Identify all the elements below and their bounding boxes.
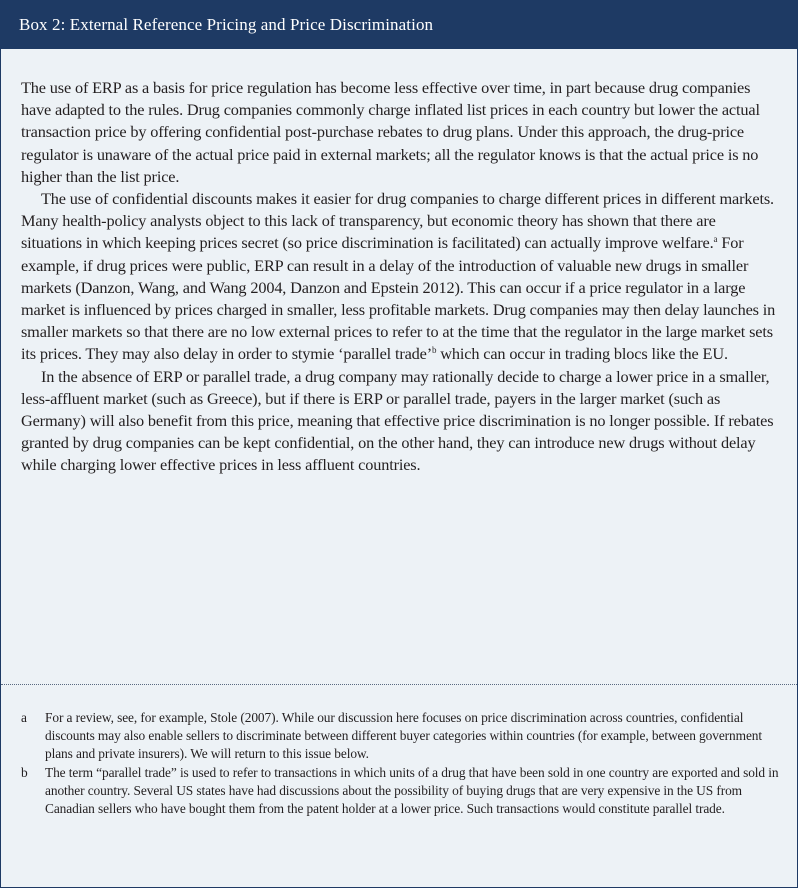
paragraph-text: For example, if drug prices were public, ERP can result in a delay of the introduction of valuable new drugs in smaller markets (Danzon, Wang, and Wang 2004, Danzon and Epstein 2012). This can occur if a price regulator in a large market is influenced by prices charged in smaller, less profitable markets. Drug companies may then delay launches in smaller markets so that there are no low external prices to refer to at the time that the regulator in the large market sets its prices. They may also delay in order to stymie ‘parallel trade’ <box>21 233 776 364</box>
footnote-ref-a[interactable]: a <box>713 234 718 245</box>
paragraph-1 <box>21 77 779 188</box>
box-title: Box 2: External Reference Pricing and Price Discrimination <box>1 1 797 49</box>
paragraph-text: In the absence of ERP or parallel trade, a drug company may rationally decide to charge a lower price in a smaller, less-affluent market (such as Greece), but if there is ERP or parallel trade, payers in the larger market (such as Germany) will also benefit from this price, meaning that effective price discrimination is no longer possible. If rebates granted by drug companies can be kept confidential, on the other hand, they can introduce new drugs without delay while charging lower effective prices in less affluent countries. <box>21 366 774 475</box>
footnote-marker: a <box>21 710 27 725</box>
paragraph-text: The use of ERP as a basis for price regulation has become less effective over time, in part because drug companies have adapted to the rules. Drug companies commonly charge inflated list prices in each country but lower the actual transaction price by offering confidential post-purchase rebates to drug plans. Under this approach, the drug-price regulator is unaware of the actual price paid in external markets; all the regulator knows is that the actual price is no higher than the list price. <box>21 78 760 186</box>
footnote-divider <box>1 684 797 685</box>
paragraph-text: which can occur in trading blocs like the EU. <box>436 344 728 364</box>
footnote-text: The term “parallel trade” is used to refer to transactions in which units of a drug that have been sold in one country are exported and sold in another country. Several US states have had discussions about the possibility of buying drugs that are very expensive in the US from Canadian sellers who have bought them from the patent holder at a lower price. Such transactions would constitute parallel trade. <box>45 764 779 817</box>
footnotes <box>21 709 779 818</box>
paragraph-3 <box>21 366 779 477</box>
footnote-marker: b <box>21 764 28 780</box>
footnote-text: For a review, see, for example, Stole (2007). While our discussion here focuses on price discrimination across countries, confidential discounts may also enable sellers to discriminate between different buyer categories within countries (for example, between government plans and private insurers). We will return to this issue below. <box>45 710 763 762</box>
paragraph-2 <box>21 188 779 366</box>
footnote-a <box>21 709 779 764</box>
footnote-ref-b[interactable]: b <box>432 345 437 356</box>
footnote-b <box>21 764 779 819</box>
paragraph-text: The use of confidential discounts makes it easier for drug companies to charge different prices in different markets. Many health-policy analysts object to this lack of transparency, but economic theory has shown that there are situations in which keeping prices secret (so price discrimination is facilitated) can actually improve welfare. <box>21 189 774 253</box>
box-body <box>21 77 779 477</box>
